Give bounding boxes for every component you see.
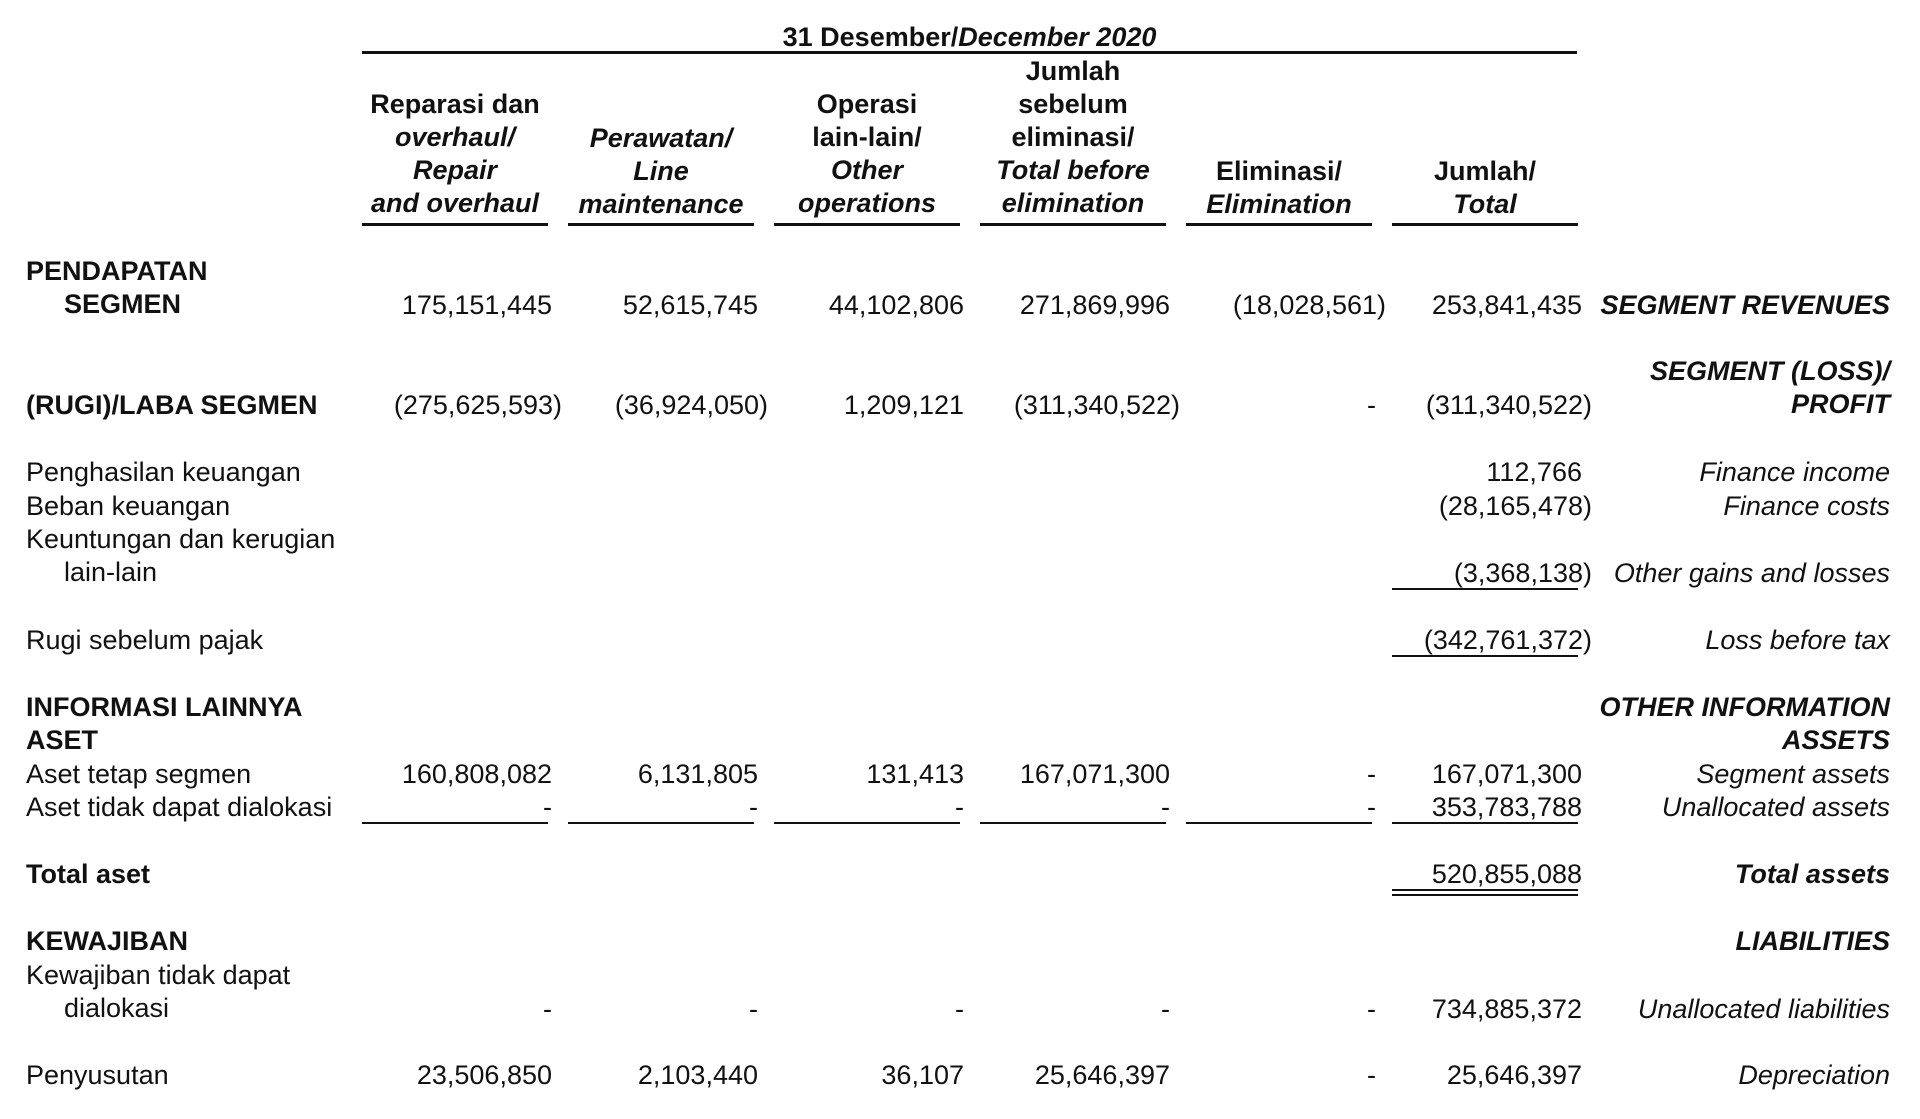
row-label-en <box>1705 624 1890 657</box>
row-value-col-5: - <box>1367 792 1376 822</box>
row-value-col-2: 52,615,745 <box>622 289 758 320</box>
row-label-en-line: Unallocated liabilities <box>1637 993 1890 1024</box>
column-header-line: lain-lain/ <box>812 122 922 152</box>
row-label-en <box>1735 858 1890 891</box>
value-underline <box>1186 822 1372 824</box>
column-header-line: Total before <box>996 154 1150 185</box>
column-header-line: Operasi <box>816 89 918 119</box>
row-label-en-line: SEGMENT REVENUES <box>1600 289 1890 320</box>
row-value-col-6: 167,071,300 <box>1431 759 1582 789</box>
row-label-en <box>1650 355 1890 421</box>
row-label-en-line: Segment assets <box>1696 759 1890 789</box>
row-label-en-line: Finance costs <box>1723 491 1890 521</box>
row-value-col-6: 734,885,372 <box>1431 993 1582 1024</box>
value-underline <box>362 822 548 824</box>
period-id: 31 Desember/ <box>782 22 959 52</box>
column-header-4 <box>980 55 1166 220</box>
column-header-line: elimination <box>1001 187 1145 218</box>
row-value-col-5: - <box>1367 1060 1376 1090</box>
row-value-col-3: 131,413 <box>866 759 964 789</box>
row-label-id <box>26 758 251 791</box>
column-header-rule <box>1392 223 1578 226</box>
row-value-col-6: 520,855,088 <box>1431 859 1582 889</box>
row-label-indent: lain-lain <box>64 557 158 587</box>
row-label-line: (RUGI)/LABA SEGMEN <box>26 390 318 420</box>
period-en: December 2020 <box>958 22 1157 52</box>
row-label-en <box>1600 691 1890 757</box>
column-header-6 <box>1392 155 1578 221</box>
column-header-1 <box>362 88 548 220</box>
row-label-line: Aset tetap segmen <box>26 759 252 789</box>
row-label-en <box>1600 289 1890 322</box>
row-value-col-4: 25,646,397 <box>1034 1060 1170 1090</box>
row-value-col-2: (36,924,050) <box>614 390 768 420</box>
row-value-col-2: 6,131,805 <box>637 759 758 789</box>
row-value-col-4: (311,340,522) <box>1013 390 1180 420</box>
row-label-en-line: ASSETS <box>1781 725 1890 755</box>
column-header-line: Reparasi dan <box>370 89 540 119</box>
row-value-col-2: - <box>749 792 758 822</box>
row-label-line <box>26 288 208 321</box>
column-header-line: operations <box>797 188 937 218</box>
row-label-id <box>26 925 188 958</box>
row-value-col-4: 271,869,996 <box>1019 289 1170 320</box>
row-label-line: Keuntungan dan kerugian <box>26 524 336 554</box>
column-header-line: Total <box>1453 189 1517 219</box>
period-header <box>362 21 1577 54</box>
row-label-id <box>26 691 303 757</box>
column-header-line: sebelum <box>1018 88 1128 119</box>
row-label-id <box>26 624 263 657</box>
row-value-col-4: 167,071,300 <box>1019 759 1170 789</box>
row-value-col-6: 25,646,397 <box>1446 1060 1582 1090</box>
column-header-line: eliminasi/ <box>1011 121 1135 152</box>
row-value-col-6: (3,368,138) <box>1453 557 1592 588</box>
period-rule <box>362 51 1577 54</box>
row-label-indent: SEGMEN <box>64 289 182 319</box>
row-value-col-1: 23,506,850 <box>416 1060 552 1090</box>
value-underline <box>568 822 754 824</box>
row-label-en <box>1638 993 1890 1026</box>
row-label-indent: dialokasi <box>64 993 170 1023</box>
row-label-line: Penghasilan keuangan <box>26 457 301 487</box>
column-header-line: Perawatan/ <box>589 122 733 153</box>
column-header-line: Jumlah <box>1025 55 1121 86</box>
value-underline <box>1392 822 1578 824</box>
row-value-col-6: 253,841,435 <box>1431 289 1582 320</box>
column-header-line: Elimination <box>1206 189 1352 219</box>
row-label-en-line: PROFIT <box>1791 389 1890 419</box>
row-value-col-5: - <box>1367 993 1376 1024</box>
row-label-line: Aset tidak dapat dialokasi <box>26 792 333 822</box>
row-value-col-2: - <box>749 993 758 1024</box>
row-label-id <box>26 490 230 523</box>
row-label-id <box>26 791 332 824</box>
row-value-col-5: (18,028,561) <box>1232 289 1386 320</box>
row-value-col-5: - <box>1367 390 1376 420</box>
column-header-line: Line <box>633 155 689 186</box>
value-underline <box>1392 889 1578 891</box>
row-value-col-1: 160,808,082 <box>401 759 552 789</box>
value-underline <box>980 822 1166 824</box>
row-value-col-2: 2,103,440 <box>637 1060 758 1090</box>
row-label-en-line: LIABILITIES <box>1735 926 1890 956</box>
column-header-rule <box>1186 223 1372 226</box>
row-label-en-line: Loss before tax <box>1705 625 1890 655</box>
value-underline <box>1392 588 1578 590</box>
row-value-col-1: - <box>543 993 552 1024</box>
row-label-line: Kewajiban tidak dapat <box>26 960 291 990</box>
column-header-line: Jumlah/ <box>1433 156 1537 186</box>
column-header-line: Repair <box>412 155 498 185</box>
row-label-id <box>26 456 301 489</box>
row-label-en-line: Finance income <box>1699 457 1890 487</box>
row-label-en <box>1699 456 1890 489</box>
column-header-3 <box>774 88 960 220</box>
row-value-col-4: - <box>1161 792 1170 822</box>
row-label-en-line: Other gains and losses <box>1613 557 1890 588</box>
row-label-en <box>1723 490 1890 523</box>
row-label-line: PENDAPATAN <box>26 256 208 286</box>
row-value-col-6: 112,766 <box>1486 457 1582 487</box>
row-label-en-line: Unallocated assets <box>1661 792 1890 822</box>
row-label-line: KEWAJIBAN <box>26 926 189 956</box>
row-value-col-3: - <box>955 993 964 1024</box>
value-underline <box>774 822 960 824</box>
row-value-col-3: 36,107 <box>881 1060 964 1090</box>
column-header-line: Eliminasi/ <box>1215 156 1343 186</box>
row-value-col-6: (28,165,478) <box>1438 491 1592 521</box>
row-label-line: Penyusutan <box>26 1060 169 1090</box>
row-label-line: Total aset <box>26 859 151 889</box>
row-value-col-1: (275,625,593) <box>393 390 562 420</box>
row-label-en <box>1662 791 1890 824</box>
row-value-col-3: 44,102,806 <box>828 289 964 320</box>
row-label-id <box>26 1059 169 1092</box>
row-value-col-6: (342,761,372) <box>1423 625 1592 655</box>
row-label-line: INFORMASI LAINNYA <box>26 692 303 722</box>
row-label-en-line: SEGMENT (LOSS)/ <box>1649 356 1890 386</box>
row-label-en <box>1736 925 1891 958</box>
row-label-en-line: OTHER INFORMATION <box>1599 692 1890 722</box>
row-label-line <box>26 992 290 1025</box>
column-header-line: Other <box>830 155 903 185</box>
column-header-rule <box>980 223 1166 226</box>
row-value-col-6: 353,783,788 <box>1431 792 1582 822</box>
value-underline <box>1392 655 1578 657</box>
row-value-col-1: - <box>543 792 552 822</box>
value-double-underline <box>1392 894 1578 896</box>
row-value-col-4: - <box>1161 993 1170 1024</box>
row-label-id <box>26 959 290 1025</box>
column-header-2 <box>568 122 754 221</box>
row-label-id <box>26 255 208 321</box>
column-header-rule <box>568 223 754 226</box>
row-value-col-6: (311,340,522) <box>1425 390 1592 420</box>
row-label-en <box>1738 1059 1890 1092</box>
row-label-id <box>26 858 150 891</box>
column-header-rule <box>774 223 960 226</box>
column-header-line: overhaul/ <box>394 122 516 152</box>
row-value-col-5: - <box>1367 759 1376 789</box>
row-label-en <box>1614 557 1890 590</box>
row-label-line <box>26 556 335 589</box>
column-header-line: and overhaul <box>370 188 540 218</box>
column-header-rule <box>362 223 548 226</box>
row-label-en-line: Total assets <box>1734 859 1890 889</box>
row-value-col-1: 175,151,445 <box>401 289 552 320</box>
column-header-5 <box>1186 155 1372 221</box>
column-header-line: maintenance <box>578 188 744 219</box>
row-label-line: Rugi sebelum pajak <box>26 625 264 655</box>
row-label-id <box>26 389 318 422</box>
row-label-line: ASET <box>26 725 99 755</box>
row-label-line: Beban keuangan <box>26 491 231 521</box>
row-label-en <box>1696 758 1890 791</box>
row-label-id <box>26 523 335 589</box>
row-value-col-3: - <box>955 792 964 822</box>
row-value-col-3: 1,209,121 <box>843 390 964 420</box>
row-label-en-line: Depreciation <box>1738 1060 1890 1090</box>
